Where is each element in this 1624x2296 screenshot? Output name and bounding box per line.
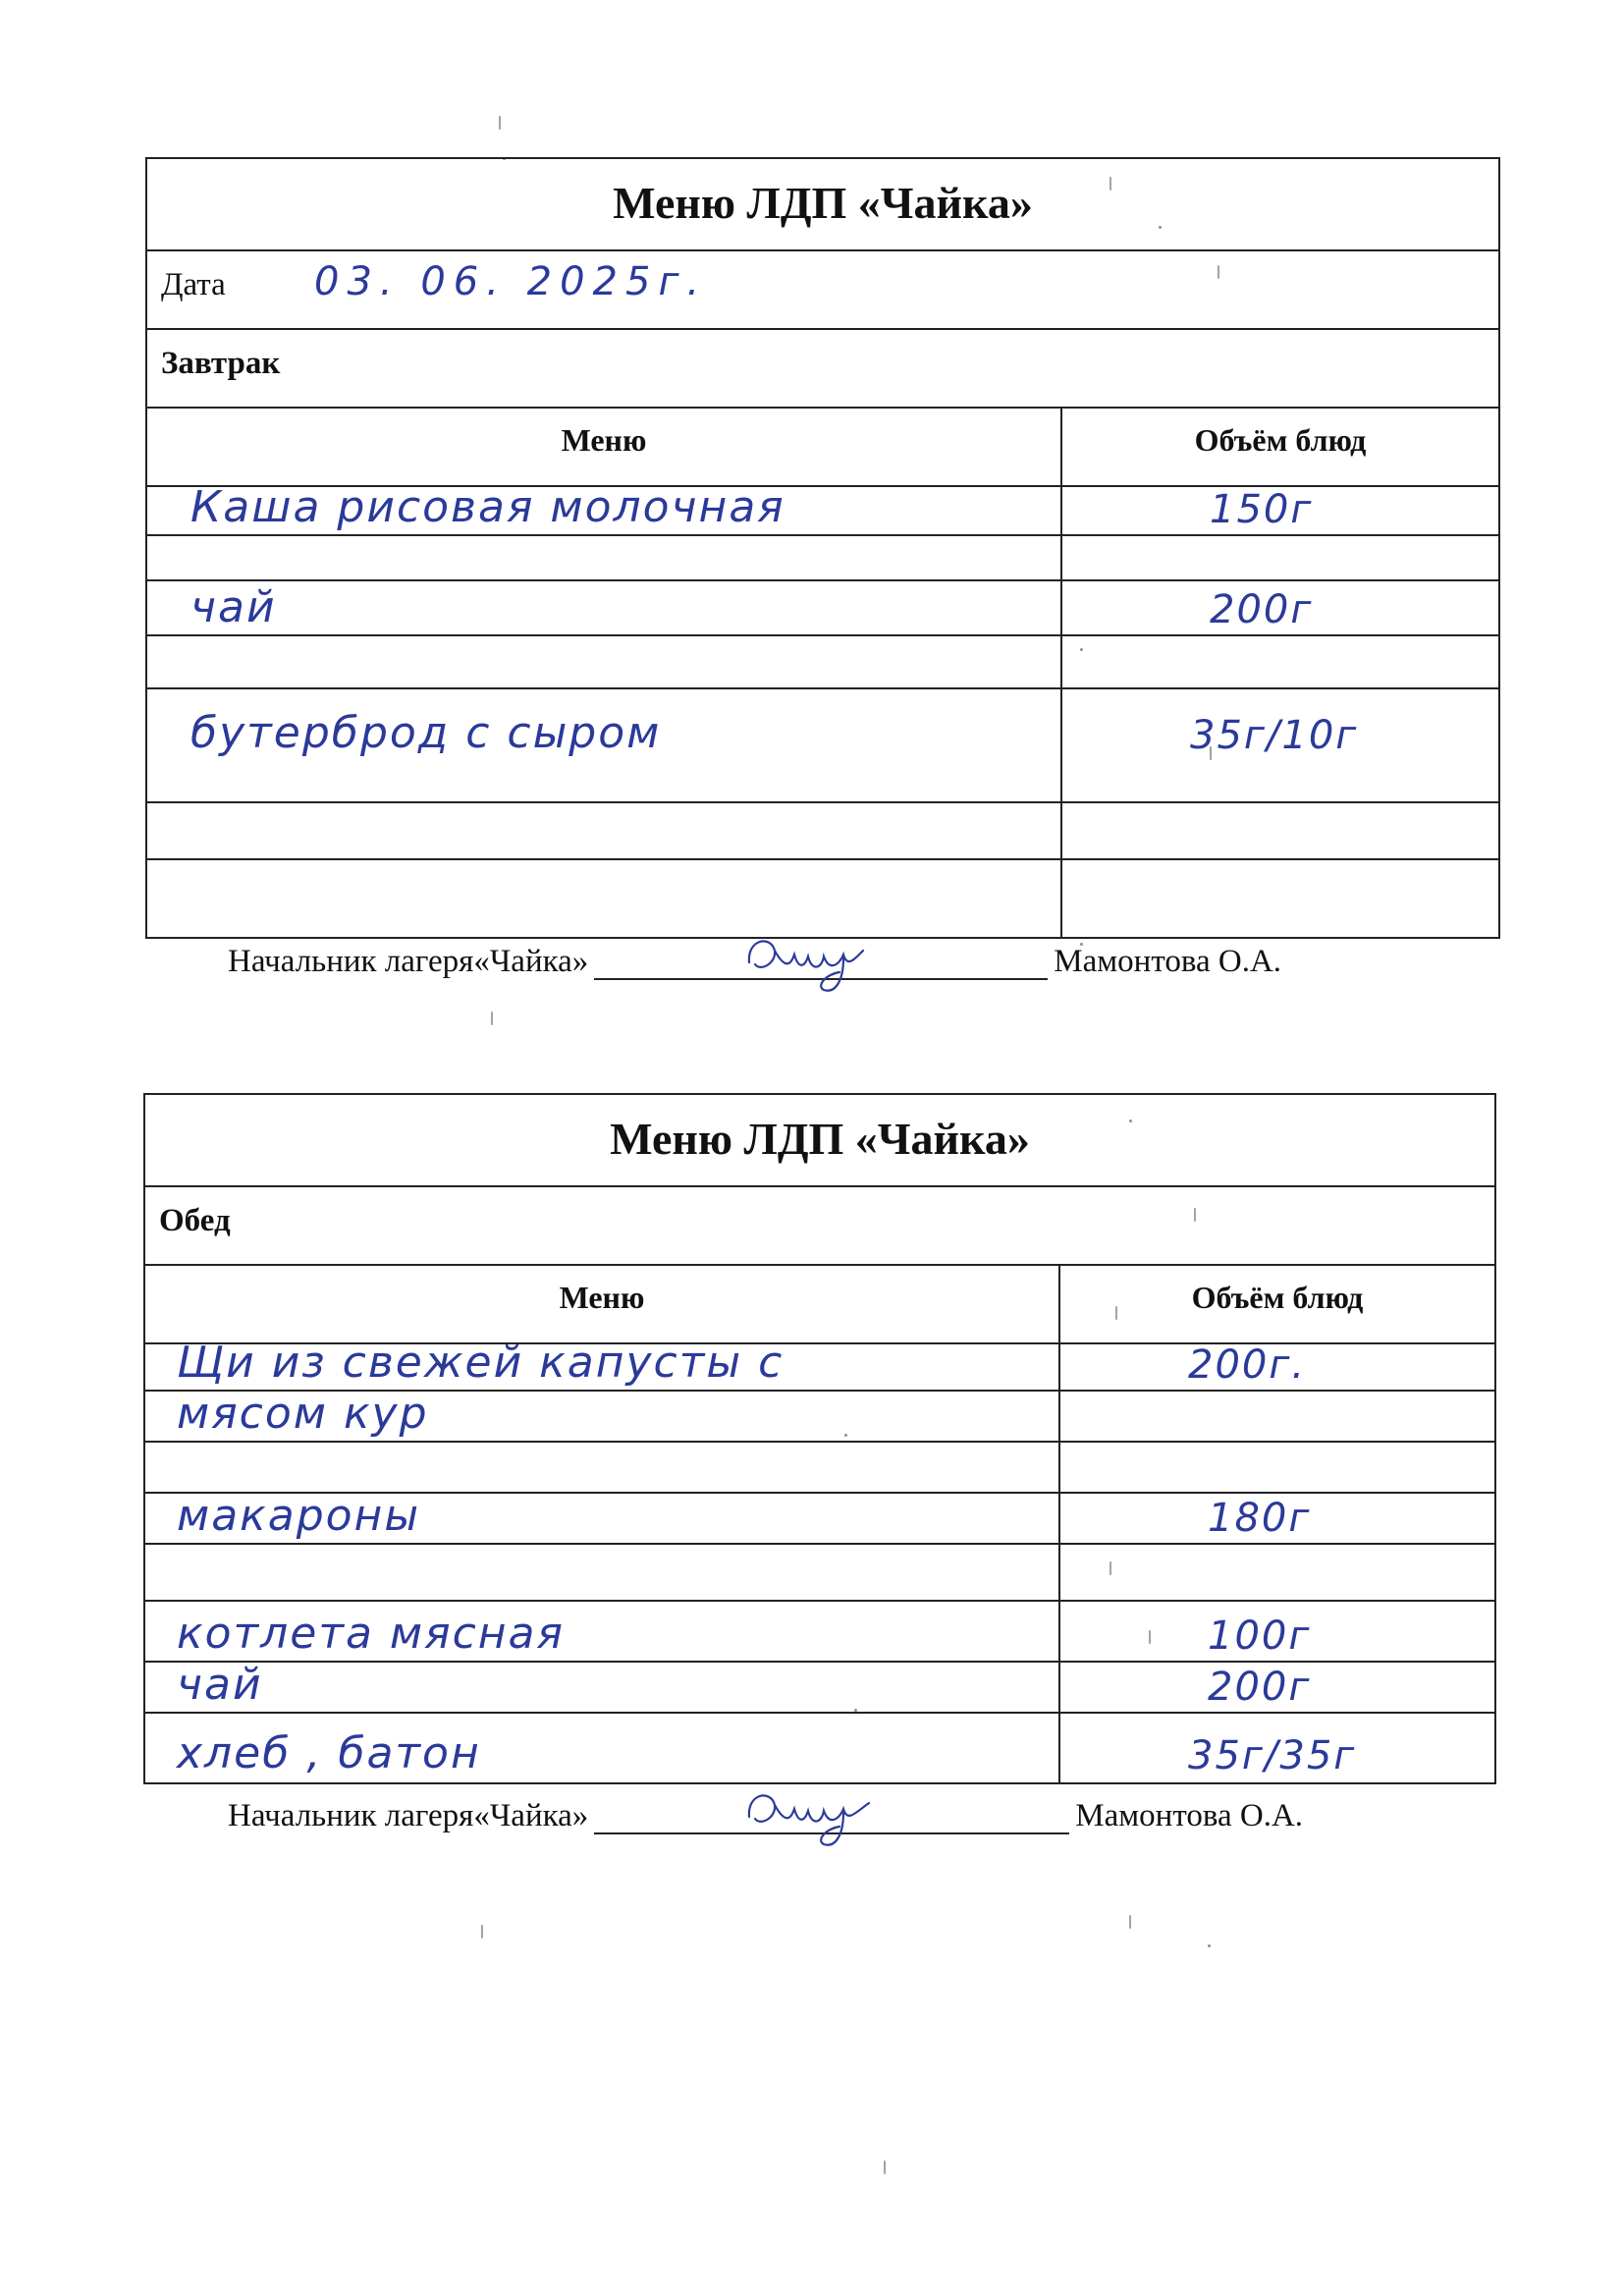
dish-cell: котлета мясная bbox=[177, 1609, 565, 1659]
dish-cell: Щи из свежей капусты с bbox=[177, 1338, 785, 1388]
signature-name: Мамонтова О.А. bbox=[1075, 1798, 1304, 1833]
table-row bbox=[145, 1714, 1494, 1782]
qty-cell: 150г bbox=[1210, 487, 1314, 532]
handwritten-signature bbox=[741, 929, 879, 998]
breakfast-menu-form bbox=[145, 157, 1500, 939]
dish-cell: макароны bbox=[177, 1491, 421, 1541]
table-row bbox=[145, 1443, 1494, 1494]
table-row bbox=[147, 636, 1498, 689]
menu-table bbox=[145, 1266, 1494, 1782]
table-row bbox=[145, 1602, 1494, 1663]
date-label: Дата bbox=[161, 267, 226, 302]
table-row bbox=[147, 581, 1498, 636]
table-row bbox=[145, 1660, 1494, 1714]
menu-table bbox=[147, 409, 1498, 937]
signature-field bbox=[594, 943, 1048, 980]
date-row bbox=[147, 251, 1498, 330]
menu-column-header: Меню bbox=[147, 409, 1062, 485]
signature-line bbox=[228, 1797, 1303, 1834]
qty-cell: 200г. bbox=[1188, 1342, 1307, 1388]
table-row bbox=[145, 1338, 1494, 1392]
volume-column-header: Объём блюд bbox=[1191, 1280, 1364, 1315]
meal-label: Обед bbox=[159, 1203, 231, 1238]
table-row bbox=[145, 1491, 1494, 1545]
dish-cell: чай bbox=[177, 1660, 263, 1710]
table-row bbox=[147, 536, 1498, 581]
signature-field bbox=[594, 1797, 1069, 1834]
dish-cell: Каша рисовая молочная bbox=[190, 482, 785, 532]
qty-cell: 180г bbox=[1208, 1496, 1312, 1541]
dish-cell: бутерброд с сыром bbox=[190, 708, 662, 758]
date-value: 03. 06. 2025г. bbox=[314, 259, 708, 304]
table-row bbox=[145, 1545, 1494, 1602]
meal-label: Завтрак bbox=[161, 346, 281, 381]
qty-cell: 35г/10г bbox=[1190, 713, 1359, 758]
handwritten-signature bbox=[741, 1783, 879, 1852]
table-row bbox=[147, 689, 1498, 803]
qty-cell: 200г bbox=[1208, 1665, 1312, 1710]
form-header bbox=[145, 1095, 1494, 1187]
meal-row bbox=[145, 1187, 1494, 1266]
meal-row bbox=[147, 330, 1498, 409]
table-row bbox=[147, 482, 1498, 536]
table-header bbox=[147, 409, 1498, 487]
signature-name: Мамонтова О.А. bbox=[1054, 944, 1282, 979]
lunch-menu-form bbox=[143, 1093, 1496, 1784]
dish-cell: чай bbox=[190, 582, 277, 632]
signature-label: Начальник лагеря«Чайка» bbox=[228, 944, 589, 979]
signature-line bbox=[228, 943, 1281, 980]
qty-cell: 200г bbox=[1210, 587, 1314, 632]
form-header bbox=[147, 159, 1498, 251]
form-title: Меню ЛДП «Чайка» bbox=[610, 1114, 1030, 1164]
signature-label: Начальник лагеря«Чайка» bbox=[228, 1798, 589, 1833]
qty-cell: 100г bbox=[1208, 1613, 1312, 1659]
table-row bbox=[145, 1389, 1494, 1443]
dish-cell: мясом кур bbox=[177, 1389, 429, 1439]
form-title: Меню ЛДП «Чайка» bbox=[613, 178, 1033, 228]
table-row bbox=[147, 803, 1498, 860]
table-header bbox=[145, 1266, 1494, 1344]
table-row bbox=[147, 860, 1498, 937]
qty-cell: 35г/35г bbox=[1188, 1733, 1357, 1778]
menu-column-header: Меню bbox=[145, 1266, 1060, 1342]
dish-cell: хлеб , батон bbox=[177, 1728, 481, 1778]
volume-column-header: Объём блюд bbox=[1194, 422, 1367, 458]
